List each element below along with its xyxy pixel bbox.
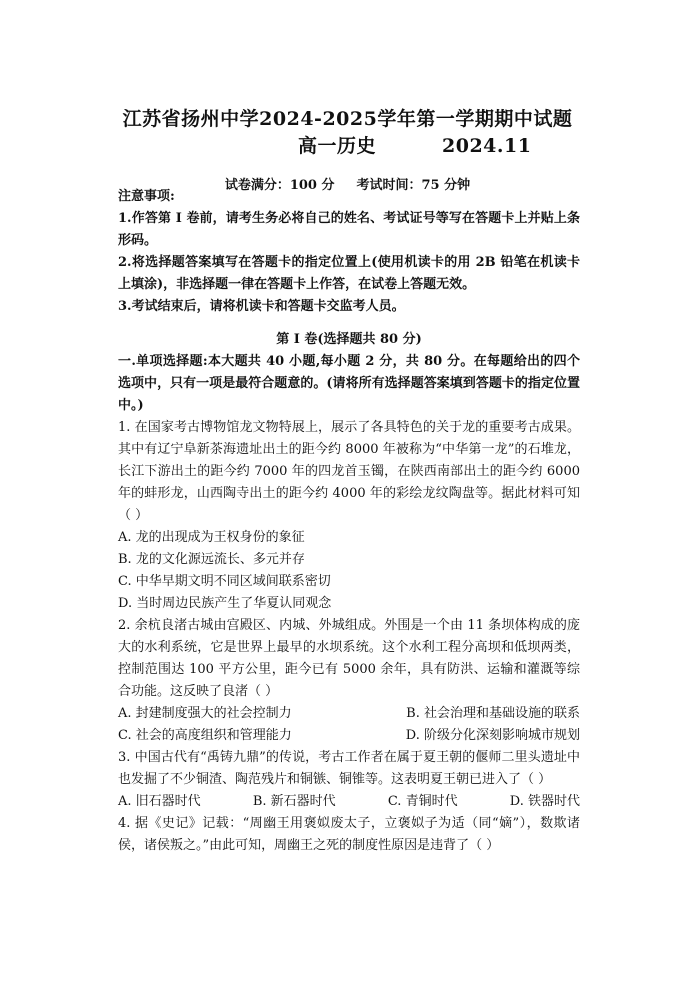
option-row [118, 703, 580, 725]
option-row [118, 791, 580, 813]
question-option: B. 社会治理和基础设施的联系 [406, 706, 580, 721]
notes-heading: 注意事项: [118, 189, 175, 204]
section-instructions: 一.单项选择题:本大题共 40 小题,每小题 2 分，共 80 分。在每题给出的四个选项中，只有一项是最符合题意的。(请将所有选择题答案填到答题卡的指定位置中。) [118, 354, 580, 413]
exam-date: 2024.11 [442, 135, 532, 157]
question-option: C. 社会的高度组织和管理能力 [118, 728, 292, 743]
exam-title: 江苏省扬州中学2024-2025学年第一学期期中试题 [122, 108, 573, 130]
question-stem: 4. 据《史记》记载：“周幽王用褒姒废太子，立褒姒子为适（同“嫡”），数欺诸侯，诸侯叛之。”由此可知，周幽王之死的制度性原因是违背了（ ） [118, 816, 580, 853]
question-stem: 1. 在国家考古博物馆龙文物特展上，展示了各具特色的关于龙的重要考古成果。其中有辽宁阜新茶海遗址出土的距今约 8000 年被称为“中华第一龙”的石堆龙，长江下游出土的距今约 7000 年的四龙首玉镯，在陕西南部出土的距今约 6000 年的蚌形龙，山西陶寺出土的距今约 4000 年的彩绘龙纹陶盘等。据此材料可知（ ） [118, 420, 580, 523]
question-option: D. 当时周边民族产生了华夏认同观念 [118, 596, 332, 611]
subject-label: 高一历史 [298, 135, 377, 157]
section-title: 第 I 卷(选择题共 80 分) [276, 332, 422, 347]
question-option: D. 铁器时代 [509, 794, 580, 809]
note-item: 3.考试结束后，请将机读卡和答题卡交监考人员。 [118, 299, 405, 314]
exam-subtitle [298, 131, 531, 158]
question-option: B. 龙的文化源远流长、多元并存 [118, 552, 305, 567]
time-info: 考试时间：75 分钟 [356, 178, 471, 193]
question-option: C. 青铜时代 [387, 794, 458, 809]
question-stem: 2. 余杭良渚古城由宫殿区、内城、外城组成。外围是一个由 11 条坝体构成的庞大的水利系统，它是世界上最早的水坝系统。这个水利工程分高坝和低坝两类，控制范围达 100 平方公里，距今已有 5000 余年，具有防洪、运输和灌溉等综合功能。这反映了良渚（ ） [118, 618, 580, 699]
question-option: A. 龙的出现成为王权身份的象征 [118, 530, 305, 545]
question-option: B. 新石器时代 [252, 794, 336, 809]
score-info: 试卷满分：100 分 [224, 178, 335, 193]
question-option: A. 封建制度强大的社会控制力 [118, 706, 292, 721]
question-option: D. 阶级分化深刻影响城市规划 [405, 728, 580, 743]
note-item: 2.将选择题答案填写在答题卡的指定位置上(使用机读卡的用 2B 铅笔在机读卡上填涂)，非选择题一律在答题卡上作答，在试卷上答题无效。 [118, 255, 580, 292]
question-option: A. 旧石器时代 [118, 794, 201, 809]
question-option: C. 中华早期文明不同区域间联系密切 [118, 574, 331, 589]
exam-body [118, 186, 580, 857]
option-row [118, 725, 580, 747]
note-item: 1.作答第 I 卷前，请考生务必将自己的姓名、考试证号等写在答题卡上并贴上条形码。 [118, 211, 580, 248]
question-stem: 3. 中国古代有“禹铸九鼎”的传说，考古工作者在属于夏王朝的偃师二里头遗址中也发掘了不少铜渣、陶范残片和铜镞、铜锥等。这表明夏王朝已进入了（ ） [118, 750, 581, 787]
